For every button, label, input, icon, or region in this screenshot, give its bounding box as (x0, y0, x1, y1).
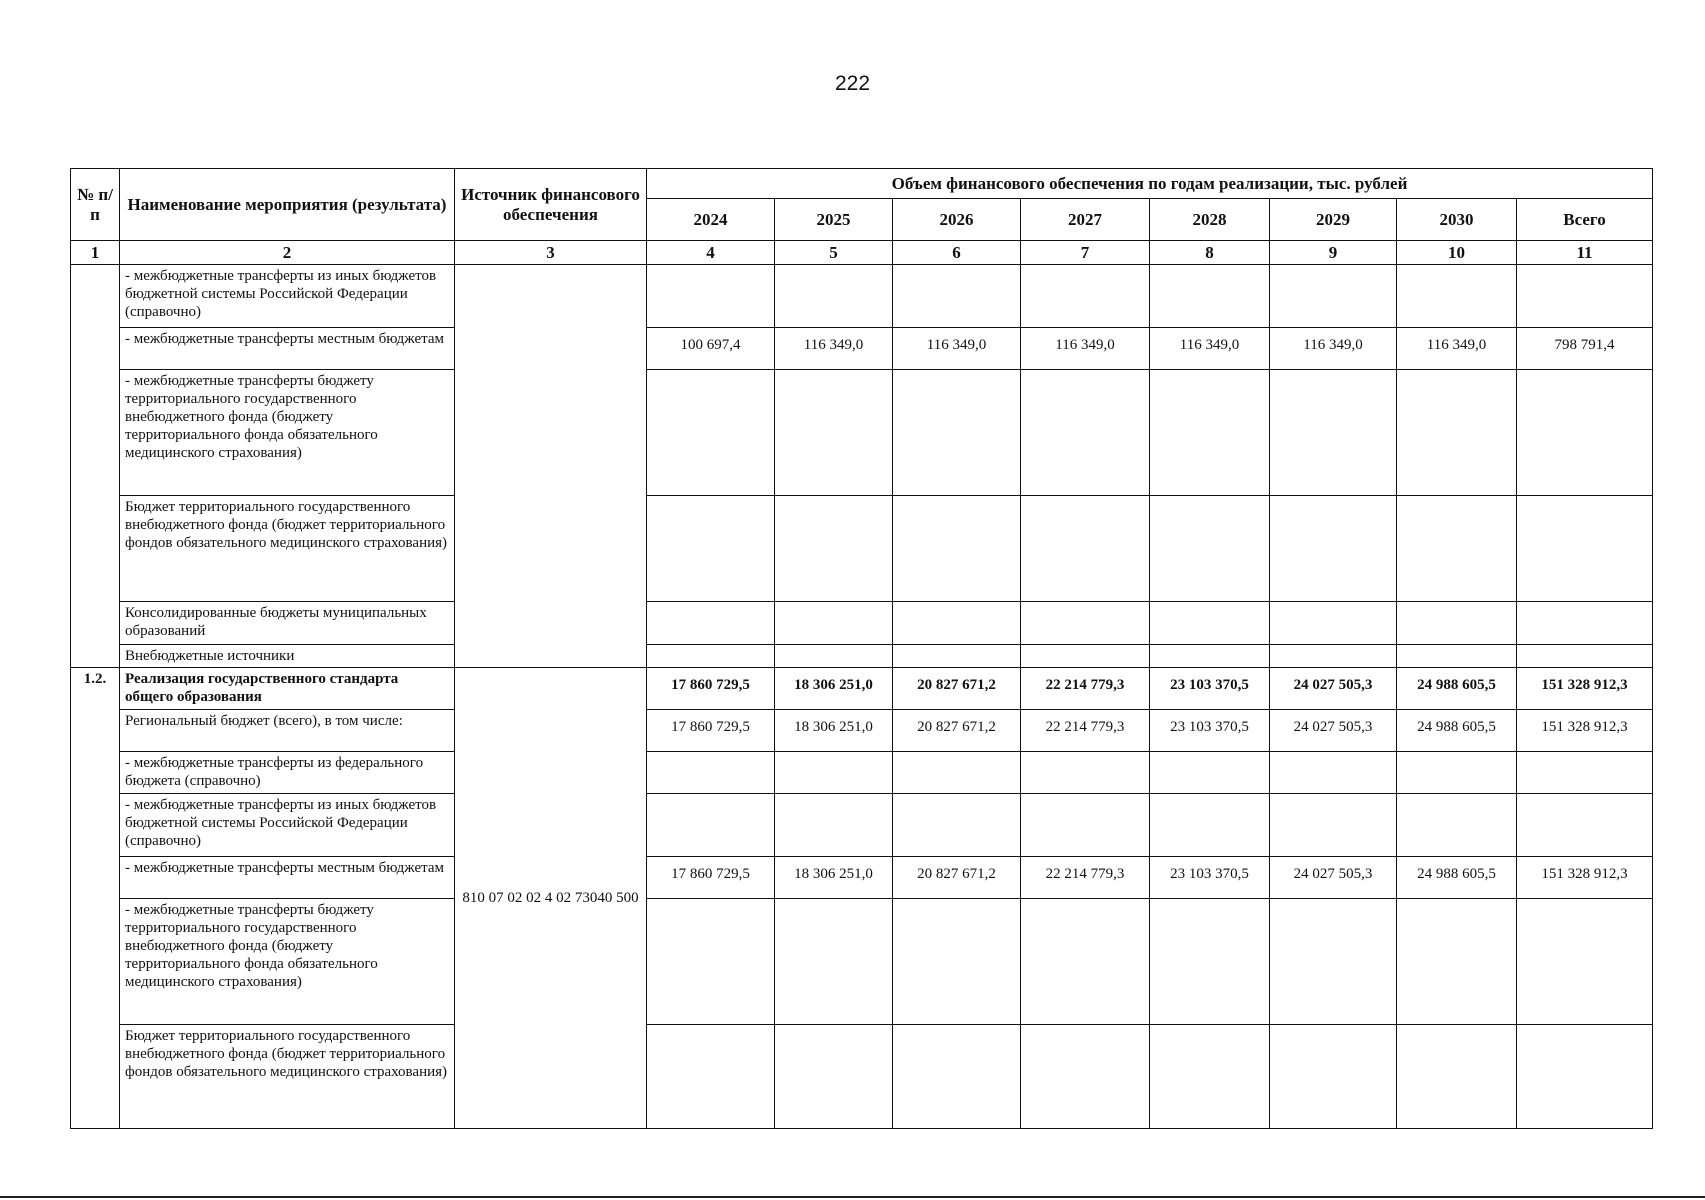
row-value-total (1517, 602, 1653, 645)
column-number: 8 (1150, 241, 1270, 265)
row-value (893, 794, 1021, 857)
row-value-total: 798 791,4 (1517, 328, 1653, 370)
row-value (1270, 899, 1397, 1025)
header-volume: Объем финансового обеспечения по годам реализации, тыс. рублей (647, 169, 1653, 199)
row-index-empty (71, 265, 120, 668)
row-value (1397, 645, 1517, 668)
row-value (1021, 602, 1150, 645)
row-name: - межбюджетные трансферты бюджету территориального государственного внебюджетного фонда (бюджету территориального фонда обязательного медицинского страхования) (120, 370, 455, 496)
row-value: 22 214 779,3 (1021, 710, 1150, 752)
financing-table (70, 168, 1653, 1129)
table-row (71, 265, 1653, 328)
row-name: - межбюджетные трансферты местным бюджетам (120, 328, 455, 370)
row-value (647, 752, 775, 794)
table-row (71, 370, 1653, 496)
row-value: 18 306 251,0 (775, 710, 893, 752)
table-row (71, 710, 1653, 752)
column-number: 3 (455, 241, 647, 265)
table-row (71, 752, 1653, 794)
row-value: 24 988 605,5 (1397, 710, 1517, 752)
column-number: 2 (120, 241, 455, 265)
row-value (775, 794, 893, 857)
row-value-total: 151 328 912,3 (1517, 857, 1653, 899)
row-value (647, 496, 775, 602)
row-value (1150, 496, 1270, 602)
row-value: 23 103 370,5 (1150, 857, 1270, 899)
row-value (647, 794, 775, 857)
row-value (1150, 265, 1270, 328)
financing-table-wrapper (70, 168, 1652, 1129)
row-value: 116 349,0 (893, 328, 1021, 370)
row-value-total (1517, 265, 1653, 328)
row-value: 116 349,0 (1021, 328, 1150, 370)
row-value: 17 860 729,5 (647, 710, 775, 752)
row-value (1397, 794, 1517, 857)
table-row (71, 602, 1653, 645)
row-value (1270, 496, 1397, 602)
column-number: 11 (1517, 241, 1653, 265)
row-value-total (1517, 496, 1653, 602)
row-value (1150, 1025, 1270, 1129)
row-value: 22 214 779,3 (1021, 668, 1150, 710)
row-value (1270, 752, 1397, 794)
row-value (1270, 1025, 1397, 1129)
row-value (775, 899, 893, 1025)
row-name: - межбюджетные трансферты из иных бюджетов бюджетной системы Российской Федерации (справочно) (120, 794, 455, 857)
table-row (71, 668, 1653, 710)
row-value: 24 027 505,3 (1270, 668, 1397, 710)
row-value (1270, 370, 1397, 496)
row-name: - межбюджетные трансферты бюджету территориального государственного внебюджетного фонда (бюджету территориального фонда обязательного медицинского страхования) (120, 899, 455, 1025)
row-value (1270, 794, 1397, 857)
column-number: 10 (1397, 241, 1517, 265)
row-name: Бюджет территориального государственного внебюджетного фонда (бюджет территориального фондов обязательного медицинского страхования) (120, 496, 455, 602)
column-number: 5 (775, 241, 893, 265)
row-value (647, 899, 775, 1025)
row-value (1397, 496, 1517, 602)
table-row (71, 857, 1653, 899)
row-name: Бюджет территориального государственного внебюджетного фонда (бюджет территориального фондов обязательного медицинского страхования) (120, 1025, 455, 1129)
row-value: 23 103 370,5 (1150, 668, 1270, 710)
row-value (647, 645, 775, 668)
row-value (647, 602, 775, 645)
row-value: 24 027 505,3 (1270, 857, 1397, 899)
table-row (71, 1025, 1653, 1129)
row-value-total (1517, 1025, 1653, 1129)
header-name: Наименование мероприятия (результата) (120, 169, 455, 241)
row-value (1397, 1025, 1517, 1129)
row-value: 18 306 251,0 (775, 668, 893, 710)
row-value (893, 752, 1021, 794)
row-value (1270, 265, 1397, 328)
table-row (71, 328, 1653, 370)
row-value (647, 370, 775, 496)
header-year: 2027 (1021, 199, 1150, 241)
row-name: - межбюджетные трансферты из иных бюджетов бюджетной системы Российской Федерации (справочно) (120, 265, 455, 328)
row-value: 20 827 671,2 (893, 857, 1021, 899)
row-value (1150, 752, 1270, 794)
row-value: 17 860 729,5 (647, 857, 775, 899)
row-value (1021, 370, 1150, 496)
row-value (1150, 602, 1270, 645)
column-number: 1 (71, 241, 120, 265)
page-number: 222 (834, 72, 871, 95)
row-value: 22 214 779,3 (1021, 857, 1150, 899)
row-value (1021, 645, 1150, 668)
header-source: Источник финансового обеспечения (455, 169, 647, 241)
row-value (1021, 265, 1150, 328)
row-name: Внебюджетные источники (120, 645, 455, 668)
row-value (775, 602, 893, 645)
header-num: № п/п (71, 169, 120, 241)
row-index: 1.2. (71, 668, 120, 1129)
column-number-row (71, 241, 1653, 265)
row-value-total (1517, 645, 1653, 668)
row-name: Реализация государственного стандарта общего образования (120, 668, 455, 710)
row-value (1021, 794, 1150, 857)
row-value: 24 988 605,5 (1397, 668, 1517, 710)
row-value (775, 1025, 893, 1129)
row-value: 20 827 671,2 (893, 710, 1021, 752)
row-value (893, 496, 1021, 602)
row-value-total: 151 328 912,3 (1517, 668, 1653, 710)
row-value (893, 370, 1021, 496)
row-value-total: 151 328 912,3 (1517, 710, 1653, 752)
row-value (1270, 602, 1397, 645)
header-total: Всего (1517, 199, 1653, 241)
column-number: 7 (1021, 241, 1150, 265)
row-value-total (1517, 899, 1653, 1025)
row-value: 24 988 605,5 (1397, 857, 1517, 899)
row-value: 23 103 370,5 (1150, 710, 1270, 752)
header-row-1 (71, 169, 1653, 199)
header-year: 2025 (775, 199, 893, 241)
row-value (1397, 899, 1517, 1025)
row-value: 20 827 671,2 (893, 668, 1021, 710)
row-name: Региональный бюджет (всего), в том числе: (120, 710, 455, 752)
header-year: 2024 (647, 199, 775, 241)
row-source-empty (455, 265, 647, 668)
row-value: 116 349,0 (1397, 328, 1517, 370)
row-value (893, 265, 1021, 328)
page-edge-line (0, 1196, 1705, 1198)
row-name: - межбюджетные трансферты из федерального бюджета (справочно) (120, 752, 455, 794)
column-number: 4 (647, 241, 775, 265)
row-value (1270, 645, 1397, 668)
header-year: 2028 (1150, 199, 1270, 241)
row-value: 100 697,4 (647, 328, 775, 370)
row-value (775, 645, 893, 668)
row-value (1150, 899, 1270, 1025)
table-body (71, 265, 1653, 1129)
row-value (775, 496, 893, 602)
row-value (893, 645, 1021, 668)
row-value (775, 752, 893, 794)
row-value: 24 027 505,3 (1270, 710, 1397, 752)
row-value (893, 899, 1021, 1025)
header-year: 2030 (1397, 199, 1517, 241)
row-value: 116 349,0 (1270, 328, 1397, 370)
row-value (1021, 752, 1150, 794)
row-value (1397, 602, 1517, 645)
table-row (71, 794, 1653, 857)
row-value (1397, 752, 1517, 794)
row-value (1021, 899, 1150, 1025)
row-value (893, 1025, 1021, 1129)
row-value (1150, 794, 1270, 857)
row-value: 18 306 251,0 (775, 857, 893, 899)
row-name: Консолидированные бюджеты муниципальных образований (120, 602, 455, 645)
row-value (1021, 1025, 1150, 1129)
row-value (1150, 370, 1270, 496)
row-source: 810 07 02 02 4 02 73040 500 (455, 668, 647, 1129)
row-value-total (1517, 794, 1653, 857)
row-value: 17 860 729,5 (647, 668, 775, 710)
row-value-total (1517, 370, 1653, 496)
row-value (1397, 265, 1517, 328)
row-name: - межбюджетные трансферты местным бюджетам (120, 857, 455, 899)
table-row (71, 496, 1653, 602)
column-number: 6 (893, 241, 1021, 265)
row-value (1021, 496, 1150, 602)
row-value (647, 265, 775, 328)
table-row (71, 645, 1653, 668)
row-value (775, 370, 893, 496)
row-value: 116 349,0 (1150, 328, 1270, 370)
row-value (893, 602, 1021, 645)
row-value (647, 1025, 775, 1129)
row-value-total (1517, 752, 1653, 794)
row-value (775, 265, 893, 328)
header-year: 2026 (893, 199, 1021, 241)
table-row (71, 899, 1653, 1025)
row-value (1150, 645, 1270, 668)
column-number: 9 (1270, 241, 1397, 265)
header-year: 2029 (1270, 199, 1397, 241)
row-value: 116 349,0 (775, 328, 893, 370)
row-value (1397, 370, 1517, 496)
